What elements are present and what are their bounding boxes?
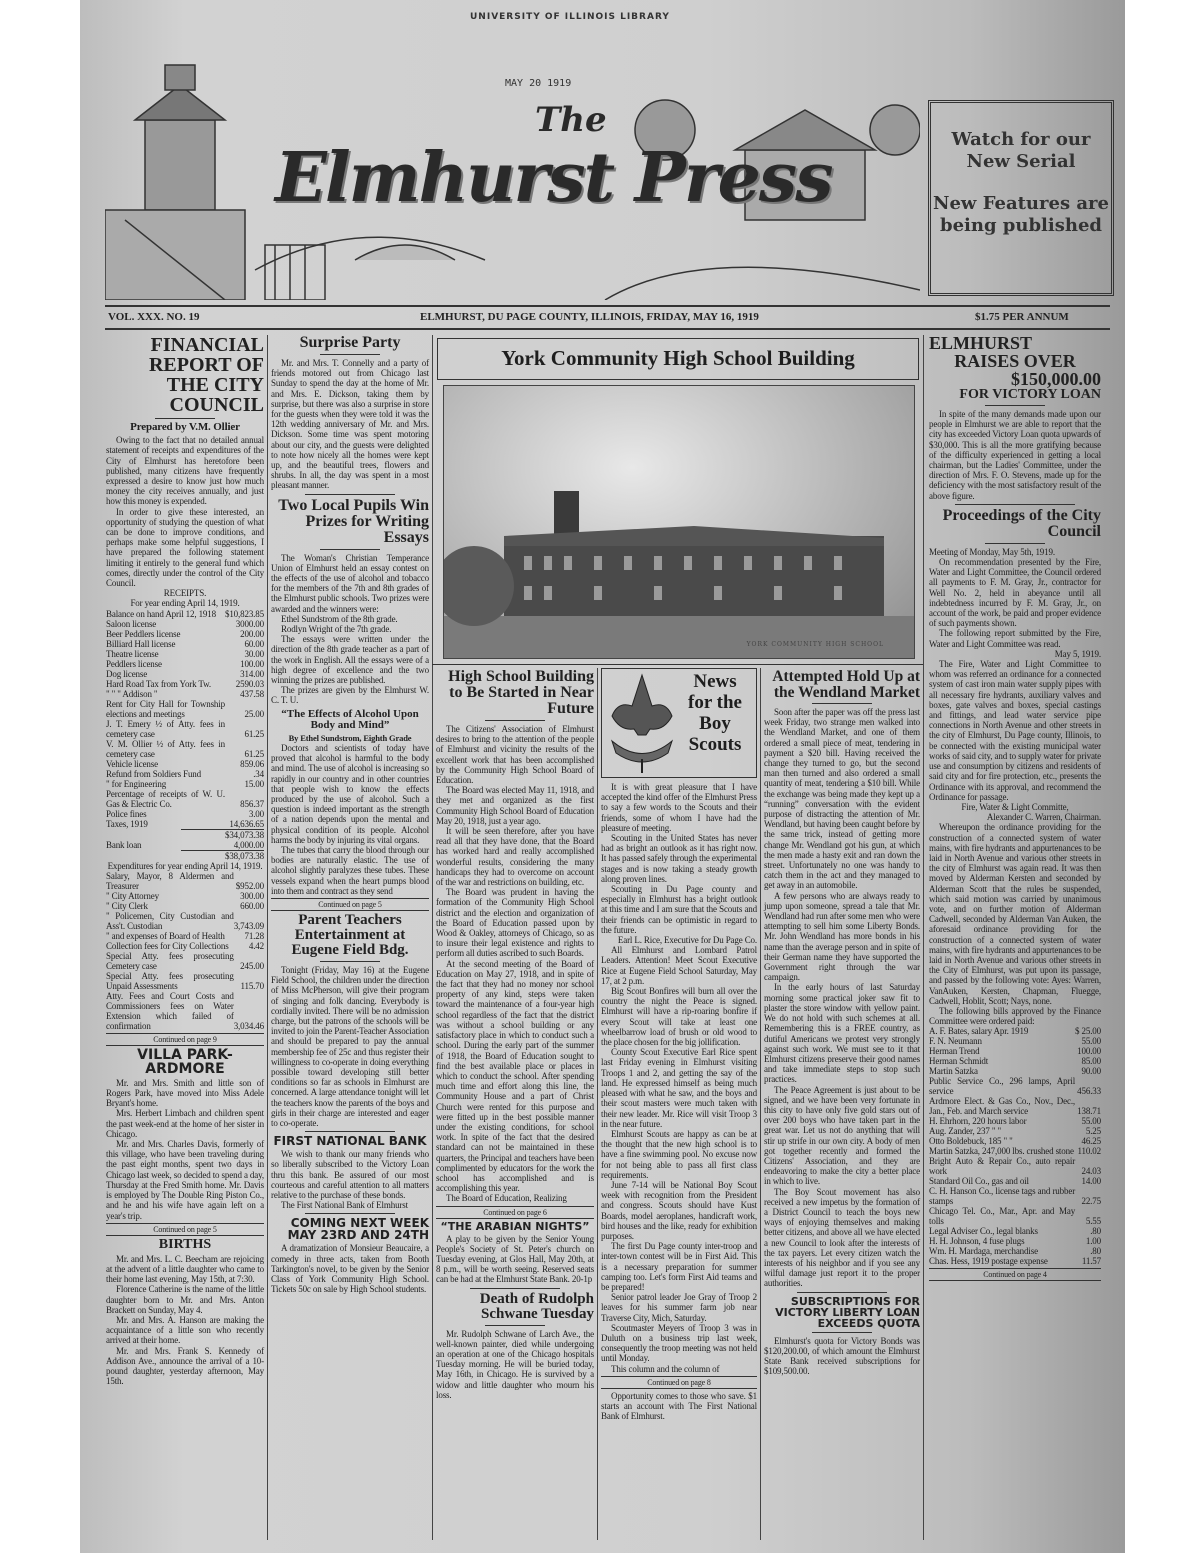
headline: Parent Teachers Entertainment at Eugene Field Bdg. [291,911,409,958]
paragraph: Tonight (Friday, May 16) at the Eugene Field School, the children under the direction of Miss McPherson, will give their program of singing and folk dancing. Everybody is cordially invited. There will be no admission charge, but the patrons of the schools will be invited to join the Parent-Teacher Association and should be prepared to pay the annual membership fee of 25c and thus register their willingness to co-operate in doing everything possible toward developing still better conditions so far as schools in Elmhurst are concerned. A large attendance tonight will let the teachers know the parents of the boys and girls in their charge are interested and eager to co-operate. [271,964,429,1128]
paragraph: Ethel Sundstrom of the 8th grade. [281,613,398,624]
ledger-amount: 60.00 [244,638,264,649]
surprise-party-article [271,335,429,491]
ledger-amount: 138.71 [1077,1106,1101,1117]
ledger-row [106,649,264,659]
receipts-title: RECEIPTS. [163,588,207,599]
ledger-item: " and expenses of Board of Health [106,930,225,941]
ledger-item: Chas. Hess, 1919 postage expense [929,1256,1048,1267]
paragraph: At the second meeting of the Board of Education on May 27, 1918, and in spite of the fact that they had no money nor school property of any kind, steps were taken toward the maintenance of a four-year high school regardless of the fact that the district was without a school building or any satisfactory place in which to conduct such a school. During the early part of the summer of 1918, the Board of Education sought to find the best available place or places in which to conduct the school. After spending much time and effort along this line, the Community House and a part of Christ Church were rented for this purpose and were fitted up in the best possible manner under the existing conditions, for school work. In spite of the fact that the desired standard can not be maintained in these quarters, the Principal and teachers have been complimented by educators for the work the school has accomplished and is accomplishing this year. [436,958,594,1194]
headline: FIRST NATIONAL BANK [273,1134,427,1149]
headline: Proceedings of the City Council [942,506,1101,540]
ledger-item: Martin Satzka [929,1066,978,1077]
ledger-amount: 55.00 [1081,1116,1101,1127]
fleur-de-lis-emblem-icon [606,671,678,775]
column-6 [929,334,1101,1283]
byline: Prepared by V.M. Ollier [130,421,240,433]
bank-ad: Opportunity comes to those who save. $1 starts an account with The First National Bank of Elmhurst. [601,1390,757,1422]
paragraph: A play to be given by the Senior Young People's Society of St. Peter's church on Tuesday evening, at Glos Hall, May 20th, at 8 p.m., will be worth seeing. Reserved seats can be had at the Elmhurst State Bank. 20-1p [436,1233,594,1285]
paragraph: The Board was prudent in having the formation of the Community High School district and the election and organization of the Board of Education passed upon by Wood & Oakley, attorneys of Chicago, so as to insure their legal existence and rights to perform all duties ascribed to such Boards. [436,887,594,959]
subscriptions-article [764,1296,920,1377]
local-pupils-article [271,498,429,706]
ledger-amount: $952.00 [235,880,264,891]
place-date: ELMHURST, DU PAGE COUNTY, ILLINOIS, FRIDAY, MAY 16, 1919 [420,311,759,323]
ledger-item: C. H. Hanson Co., license tags and rubber stamps [929,1186,1076,1207]
promo-serial: Watch for our New Serial [951,129,1091,172]
paragraph: The following report submitted by the Fire, Water and Light Committee was read. [929,628,1101,649]
ledger-item: Vehicle license [106,758,158,769]
paragraph: Elmhurst Scouts are happy as can be at the thought that the new high school is to have a fine swimming pool. No excuse now for not being able to pass all first class requirements. [601,1128,757,1180]
ledger-row [929,1246,1101,1256]
column-divider [760,668,761,1540]
ledger-row [929,1146,1101,1156]
ledger-amount: 3,743.09 [233,920,264,931]
report-date: May 5, 1919. [1054,648,1101,659]
ledger-amount: 46.25 [1081,1136,1101,1147]
ledger-row [929,1026,1101,1036]
ledger-amount: 24.03 [1081,1166,1101,1177]
ledger-row [106,779,264,789]
received-date-stamp: MAY 20 1919 [505,78,572,89]
ledger-amount: 4.42 [248,940,264,951]
headline: RAISES OVER [954,351,1076,371]
ledger-row [106,759,264,769]
ledger-item: " Policemen, City Custodian and Ass't. Custodian [106,910,234,931]
meeting-date: Meeting of Monday, May 5th, 1919. [929,546,1055,557]
ledger-row [106,991,264,1031]
receipts-period: For year ending April 14, 1919. [130,598,240,609]
ledger-amount: 15.00 [244,778,264,789]
headline: Attempted Hold Up at the Wendland Market [772,668,920,701]
ledger-item: Peddlers license [106,658,162,669]
ledger-row [929,1206,1101,1226]
paragraph: This column and the column of [611,1363,720,1374]
ledger-item: " City Clerk [106,900,148,911]
headline: ELMHURST [929,333,1033,353]
ledger-row [106,739,264,759]
ledger-item: F. N. Neumann [929,1036,982,1047]
ledger-row [929,1076,1101,1096]
column-divider [597,668,598,1540]
holdup-article [764,669,920,1289]
ledger-amount: 3000.00 [235,618,264,629]
headline: Surprise Party [299,334,401,351]
ledger-item: Chicago Tel. Co., Mar., Apr. and May tolls [929,1206,1076,1227]
ledger-amount: 437.58 [240,688,264,699]
paragraph: Whereupon the ordinance providing for the construction of a connected system of water mains, with fire hydrants and appurtenances to be laid in North Avenue and various other streets in the city of Elmhurst was again read. It was then moved by Alderman Kersten and seconded by Alderman Scott that the rules be suspended, which said motion was carried by unanimous vote, and on further motion of Alderman Cadwell, seconded by Alderman Van Auken, the aforesaid ordinance providing for the construction of a connected system of water mains, with fire hydrants and appurtenances to be laid in North Avenue and various other streets in the City of Elmhurst, was put upon its passage, and passed by the following vote: Ayes: Warren, VanAuken, Kersten, Chapman, Fluegge, Cadwell, Hoblit, Scott; Nays, none. [929,822,1101,1006]
ledger-amount: .80 [1090,1246,1101,1257]
ledger-item: Bright Auto & Repair Co., auto repair work [929,1156,1076,1177]
ledger-amount: 456.33 [1077,1086,1101,1097]
ledger-row [106,659,264,669]
ledger-amount: $10,823.85 [224,608,264,619]
ledger-item: Herman Schmidt [929,1056,989,1067]
paragraph: A few persons who are always ready to jump upon someone, spread a tale that Mr. Wendland had run after some men who were attempting to sell him some Liberty Bonds. Mr. John Wendland has more bonds in his name than the average person and in spite of their German name they have supported the Government right through the war campaign. [764,890,920,983]
coming-next-week-article [271,1217,429,1294]
paragraph: The essays were written under the direction of the 8th grade teacher as a part of the work in English. All the essays were of a high degree of excellence and the two winning the prizes are published. [271,634,429,686]
ledger-item: Rent for City Hall for Township elections and meetings [106,698,225,719]
receipts-totals [106,829,264,861]
headline: “THE ARABIAN NIGHTS” [440,1219,590,1233]
ledger-item: " for Engineering [106,778,167,789]
villa-park-article [106,1048,264,1236]
ledger-row [106,639,264,649]
ledger-item: Ardmore Elect. & Gas Co., Nov., Dec., Jan., Feb. and March service [929,1096,1076,1117]
column-divider [267,335,268,1540]
ledger-item: Police fines [106,808,147,819]
column-2 [271,334,429,1294]
column-divider [432,335,433,1540]
paragraph: We wish to thank our many friends who so liberally subscribed to the Victory Loan thru this bank. Be assured of our most courteous and careful attention to all matters relative to the purchase of these bonds. [271,1149,429,1200]
headline: High School Building to Be Started in Near Future [448,668,594,717]
paragraph: Elmhurst's quota for Victory Bonds was $120,200.00, of which amount the Elmhurst State Bank received subscriptions for $109,500.00. [764,1335,920,1377]
parent-teachers-article [271,913,429,1128]
paragraph: The following bills approved by the Finance Committee were ordered paid: [929,1005,1101,1027]
ledger-row [929,1046,1101,1056]
continued-note: Continued on page 5 [271,898,429,911]
ledger-item: Saloon license [106,618,157,629]
ledger-amount: 660.00 [240,900,264,911]
headline: SUBSCRIPTIONS FOR VICTORY LIBERTY LOAN EXCEEDS QUOTA [775,1294,920,1330]
ledger-row [929,1116,1101,1126]
paragraph: County Scout Executive Earl Rice spent last Friday evening in Elmhurst visiting Troops 1 and 2, and getting the say of the land. He expressed himself as being much pleased with what he saw, and the boys and their scout masters were much taken with their new leader. Mr. Rice will visit Troop 3 in the near future. [601,1047,757,1129]
ledger-item: H. H. Johnson, 4 fuse plugs [929,1236,1025,1247]
column-4 [601,668,757,1421]
ledger-row [929,1156,1101,1176]
boy-scouts-box [601,668,757,778]
paragraph: The Fire, Water and Light Committee to whom was referred an ordinance for a connected system of cast iron main water supply pipes with all necessary fire hydrants, auxiliary valves and boxes, gate valves and boxes, special castings and fittings, and lead water service pipe connections in North Avenue and other streets in the city of Elmhurst, Du Page county, Illinois, to be connected with the existing municipal water works of said city, and to supply water for private use and consumption by citizens and residents of said city and for fire protection, etc., presents the Ordinance with its approval, and recommend the Ordinance for passage. [929,659,1101,802]
ledger-row [106,971,264,991]
signature: The First National Bank of Elmhurst [281,1200,408,1211]
rule [432,664,923,665]
continued-note: Continued on page 4 [929,1268,1101,1281]
alcohol-essay-article [271,709,429,911]
ledger-amount: 71.28 [244,930,264,941]
proceedings-article [929,508,1101,1282]
column-1 [106,334,264,1386]
masthead-the: The [535,100,607,140]
ledger-row [106,951,264,971]
headline: “The Effects of Alcohol Upon Body and Mind” [281,707,419,731]
paragraph: June 7-14 will be National Boy Scout week with recognition from the President and congress. Scouts should have Kust Boards, model aeroplanes, handicraft work, bird houses and the like, ready for exhibition purposes. [601,1179,757,1241]
ledger-item: V. M. Ollier ½ of Atty. fees in cemetery case [106,738,225,759]
paragraph: Rodlyn Wright of the 7th grade. [281,624,392,635]
ledger-row [106,789,264,809]
paragraph: The tubes that carry the blood through our bodies are naturally elastic. The use of alcohol slightly paralyzes these tubes. These vessels expand when the heart pumps blood into them and contract as they send [271,844,429,896]
births-article [106,1238,264,1387]
paragraph: Senior patrol leader Joe Gray of Troop 2 leaves for his summer farm job near Traverse City, Mich, Saturday. [601,1292,757,1323]
paragraph: Mr. and Mrs. L. C. Beecham are rejoicing at the advent of a little daughter who came to their home last evening, May 15th, at 7:30. [106,1253,264,1285]
promo-box [928,100,1114,296]
ledger-row [929,1236,1101,1246]
bills-table [929,1026,1101,1266]
ledger-amount: 100.00 [240,658,264,669]
paragraph: On recommendation presented by the Fire, Water and Light Committee, the Council ordered all payments to F. M. Gray, Jr., contractor for Well No. 2, held in abeyance until all indebtedness incurred by F. M. Gray, Jr., on account of the work, be paid and proper evidence of such payments shown. [929,557,1101,629]
receipts-table [106,609,264,829]
ledger-amount: .34 [253,768,264,779]
ledger-row [106,901,264,911]
paragraph: Mr. and Mrs. Smith and little son of Rogers Park, have moved into Miss Adele Bryant's home. [106,1077,264,1109]
ledger-row [929,1056,1101,1066]
headline: BIRTHS [158,1236,212,1252]
ledger-row [929,1126,1101,1136]
ledger-item: Theatre license [106,648,159,659]
headline: Death of Rudolph Schwane Tuesday [479,1290,594,1322]
ledger-amount: 856.37 [240,798,264,809]
ledger-row [106,809,264,819]
headline: FOR VICTORY LOAN [959,387,1101,402]
ledger-amount: $ 25.00 [1075,1026,1101,1037]
ledger-row [106,609,264,619]
byline: By Ethel Sundstrom, Eighth Grade [288,732,412,743]
ledger-amount: 110.02 [1077,1146,1101,1157]
ledger-amount: 14,636.65 [229,818,264,829]
ledger-item: A. F. Bates, salary Apr. 1919 [929,1026,1029,1037]
school-building-photo [443,385,915,659]
paragraph: The Board of Education, Realizing [446,1193,567,1204]
financial-report-article [106,335,264,1046]
paragraph: Soon after the paper was off the press last week Friday, two strange men walked into the Wendland Market, and one of them ordered a small piece of meat, tendering in payment a $20 bill. Having received the change they turned to go, but the second man then turned and also ordered a small quantity of meat, tendering a $10 bill. While the exchange was being made they kept up a “running” conversation with the evident purpose of distracting the attention of Mr. Wendland, but having been caught before by the same trick, instead of getting more change Mr. Wendland got his gun, at which the men made a hasty exit and ran down the street. Unfortunately no one was handy to catch them in the act and they managed to get away in an automobile. [764,707,920,891]
subscription-price: $1.75 PER ANNUM [975,311,1069,323]
ledger-amount: 859.06 [240,758,264,769]
ledger-item: Wm. H. Mardaga, merchandise [929,1246,1038,1257]
ledger-amount: 25.00 [244,708,264,719]
paragraph: Scoutmaster Meyers of Troop 3 was in Duluth on a business trip last week, consequently the troop meeting was not held until Monday. [601,1322,757,1364]
bank-loan: 4,000.00 [233,839,264,850]
ledger-item: Public Service Co., 296 lamps, April service [929,1076,1076,1097]
ledger-row [929,1226,1101,1236]
promo-features: New Features are being published [933,193,1109,236]
paragraph: Mr. and Mrs. Charles Davis, formerly of this village, who have been traveling during the past eight months, spent two days in Chicago last week, so decided to spend a day, Thursday at the Fred Smith home. Mr. Davis is employed by The Double Ring Piston Co., and he and his wife have again left on a year's trip. [106,1139,264,1221]
ledger-amount: 314.00 [240,668,264,679]
ledger-row [106,769,264,779]
ledger-amount: 115.70 [240,980,264,991]
paragraph: Mr. Rudolph Schwane of Larch Ave., the well-known painter, died while undergoing an operation at one of the Chicago hospitals Tuesday morning. He will be buried today, May 16th, in Chicago. He is survived by a widow and little daughter who mourn his loss. [436,1328,594,1400]
headline: $150,000.00 [1011,369,1101,389]
ledger-item: Atty. Fees and Court Costs and Commissioners fees on Water Extension which failed of confirmation [106,990,234,1031]
total: $38,073.38 [181,850,264,861]
ledger-amount: 5.25 [1085,1126,1101,1137]
ledger-amount: 22.75 [1081,1196,1101,1207]
high-school-building-article [436,669,594,1219]
ledger-row [929,1096,1101,1116]
ledger-row [106,891,264,901]
paragraph: In spite of the many demands made upon our people in Elmhurst we are able to report that the city has exceeded Victory Loan quota upwards of $30,000. This is all the more gratifying because of the difficulty experienced in getting a local chairman, but the Ladies' Committee, under the direction of Mrs. F. O. Stevens, made up for the deficiency with the most satisfactory result of the above figure. [929,409,1101,501]
ledger-amount: 85.00 [1081,1056,1101,1067]
signature: Fire, Water & Light Committe, [961,801,1069,812]
ledger-item: Legal Adviser Co., legal blanks [929,1226,1038,1237]
ledger-item: Special Atty. fees prosecuting Unpaid Assessments [106,970,234,991]
paragraph: The prizes are given by the Elmhurst W. C. T. U. [271,685,429,706]
ledger-item: J. T. Emery ½ of Atty. fees in cemetery case [106,718,225,739]
paragraph: Mr. and Mrs. Frank S. Kennedy of Addison Ave., announce the arrival of a 10-pound daughter, yesterday afternoon, May 15th. [106,1345,264,1387]
ledger-row [929,1136,1101,1146]
masthead [105,60,920,300]
ledger-item: " " " Addison " [106,688,158,699]
ledger-item: Standard Oil Co., gas and oil [929,1176,1029,1187]
ledger-row [106,699,264,719]
york-headline: York Community High School Building [437,338,919,380]
ledger-amount: 2590.03 [235,678,264,689]
ledger-item: Balance on hand April 12, 1918 [106,608,216,619]
ledger-item: Special Atty. fees prosecuting Cemetery case [106,950,234,971]
boy-scouts-article [601,668,757,1421]
ledger-row [106,689,264,699]
paragraph: The Woman's Christian Temperance Union of Elmhurst held an essay contest on the effects of the use of alcohol and tobacco for the members of the 7th and 8th grades of the Elmhurst public schools. Two prizes were awarded and the winners were: [271,552,429,614]
paragraph: Owing to the fact that no detailed annual statement of receipts and expenditures of the City of Elmhurst has heretofore been published, many citizens have frequently expressed a desire to know just how much money the city receives annually, and just how this money is expended. [106,435,264,507]
arabian-nights-article [436,1221,594,1285]
ledger-item: Dog license [106,668,148,679]
photo-caption: YORK COMMUNITY HIGH SCHOOL [746,641,884,648]
paragraph: A dramatization of Monsieur Beaucaire, a comedy in three acts, taken from Booth Tarkington's novel, to be given by the Senior Class of York Community High School. Tickets 50c on sale by High School students. [271,1243,429,1295]
ledger-row [929,1186,1101,1206]
ledger-amount: 245.00 [240,960,264,971]
headline: News for the Boy Scouts [688,671,742,755]
continued-note: Continued on page 6 [436,1206,594,1219]
rule [105,305,1110,307]
library-stamp: UNIVERSITY OF ILLINOIS LIBRARY [470,12,670,22]
ledger-item: Collection fees for City Collections [106,940,229,951]
ledger-amount: 30.00 [244,648,264,659]
ledger-amount: 55.00 [1081,1036,1101,1047]
paragraph: Doctors and scientists of today have proved that alcohol is harmful to the body and mind. The use of alcohol is increasing so rapidly in our country and in other countries that people wish to know the effects produced by the use of alcohol. Such a question is indeed important as the strength of a nation depends upon the mental and physical condition of its people. Alcohol harms the body by injuring its vital organs. [271,742,429,845]
ledger-row [106,819,264,829]
expenditures-table [106,871,264,1031]
victory-loan-article [929,334,1101,501]
column-divider [923,335,924,1540]
ledger-amount: 3,034.46 [233,1020,264,1031]
ledger-row [929,1256,1101,1266]
ledger-amount: 90.00 [1081,1066,1101,1077]
ledger-row [106,911,264,931]
paragraph: All Elmhurst and Lombard Patrol Leaders. Attention! Meet Scout Executive Rice at Eugene Field School Saturday, May 17, at 2 p.m. [601,945,757,986]
ledger-item: H. Ehrhorn, 220 hours labor [929,1116,1027,1127]
rule [105,328,1110,330]
subtotal: $34,073.38 [181,829,264,840]
headline: COMING NEXT WEEK MAY 23RD AND 24TH [287,1216,429,1243]
continued-note: Continued on page 9 [106,1033,264,1046]
ledger-amount: .80 [1090,1226,1101,1237]
signature: Alexander C. Warren, Chairman. [986,812,1101,823]
headline: VILLA PARK-ARDMORE [137,1046,233,1077]
ledger-row [106,941,264,951]
ledger-item: Martin Satzka, 247,000 lbs. crushed stone [929,1146,1074,1157]
ledger-item: " City Attorney [106,890,159,901]
paragraph: Florence Catherine is the name of the little daughter born to Mr. and Mrs. Anton Brackett on Sunday, May 4. [106,1284,264,1315]
school-building-illustration [444,386,914,658]
paragraph: Mrs. Herbert Limbach and children spent the past week-end at the home of her sister in Chicago. [106,1108,264,1139]
ledger-amount: 300.00 [240,890,264,901]
paragraph: In order to give these interested, an opportunity of studying the question of what can be done to improve conditions, and perhaps make some helpful suggestions, I have prepared the following statement limiting it entirely to the general fund which comes, directly under the control of the City Council. [106,506,264,589]
ledger-amount: 200.00 [240,628,264,639]
paragraph: The first Du Page county inter-troop and inter-town contest will be in First Aid. This is a necessary preparation for summer camping too. Let's form First Aid teams and be prepared! [601,1241,757,1292]
paragraph: Scouting in Du Page county and especially in Elmhurst has a bright outlook at this time and I am sure that the Scouts and their friends can be optimistic in regard to the future. [601,884,757,935]
paragraph: The Boy Scout movement has also received a new impetus by the formation of a District Council to teach the boys new ways of enjoying themselves and making better citizens, and above all we have elected a new Council to look after the interests of the tax payers. Let every citizen watch the interests of his neighbor and if you see any wilful damage just report it to the proper authorities. [764,1186,920,1289]
paragraph: The Board was elected May 11, 1918, and they met and organized as the first Community High School Board of Education May 20, 1918, just a year ago. [436,785,594,826]
ledger-row [106,931,264,941]
ledger-row [106,669,264,679]
ledger-item: Hard Road Tax from York Tw. [106,678,212,689]
paragraph: Big Scout Bonfires will burn all over the country the night the Peace is signed. Elmhurst will have a rip-roaring bonfire if every Scout will take at least one wheelbarrow load of brush or old wood to the place chosen for the big jollification. [601,986,757,1048]
newspaper-title: Elmhurst Press [275,138,832,218]
ledger-row [106,619,264,629]
column-5 [764,668,920,1376]
paragraph: In the early hours of last Saturday morning some practical joker saw fit to plaster the store window with yellow paint. We do not hold with such schemes at all. Remembering this is a FREE country, as dutiful Americans we protest very strongly against such work. We must see to it that Elmhurst citizens preserve their good names and take immediate steps to stop such practices. [764,982,920,1085]
paragraph: The Peace Agreement is just about to be signed, and we have been very fortunate in this city to have only five gold stars out of over 200 boys who have taken part in the great war. Let us not do anything that will stir up strife in our own city. A body of men got together recently and formed the Citizens' Association, and they are endeavoring to make the city a better place in which to live. [764,1084,920,1187]
ledger-item: Billiard Hall license [106,638,176,649]
ledger-item: Salary, Mayor, 8 Aldermen and Treasurer [106,870,234,891]
ledger-row [106,629,264,639]
ledger-amount: 61.25 [244,748,264,759]
ledger-amount: 5.55 [1085,1216,1101,1227]
ledger-amount: 61.25 [244,728,264,739]
ledger-amount: 3.00 [248,808,264,819]
ledger-amount: 14.00 [1081,1176,1101,1187]
ledger-row [106,871,264,891]
paragraph: Mr. and Mrs. A. Hanson are making the acquaintance of a little son who recently arrived at their home. [106,1314,264,1346]
expenditures-title: Expenditures for year ending April 14, 1919. [107,860,263,871]
column-3 [436,668,594,1400]
ledger-amount: 11.57 [1081,1256,1101,1267]
headline: Two Local Pupils Win Prizes for Writing Essays [278,496,429,546]
ledger-item: Otto Boldebuck, 185 " " [929,1136,1013,1147]
headline: FINANCIAL REPORT OF THE CITY COUNCIL [148,334,264,416]
ledger-amount: 100.00 [1077,1046,1101,1057]
paragraph: Mr. and Mrs. T. Connelly and a party of friends motored out from Chicago last Sunday to spend the day at the home of Mr. and Mrs. E. Dickson, taking them by surprise, but there was also a surprise in store for the guests when they were told it was the 12th wedding anniversary of Mr. and Mrs. Dickson. Some time was spent motoring about our city, and the guests were delighted to note how nicely all the homes were kept up, and the beautiful trees, flowers and shrubs. In all, the day was spent in a most pleasant manner. [271,358,429,491]
first-national-bank-notice [271,1135,429,1210]
ledger-row [106,719,264,739]
bank-loan-label: Bank loan [106,839,142,850]
signature: Earl L. Rice, Executive for Du Page Co. [617,935,757,946]
death-notice-article [436,1292,594,1400]
ledger-row [929,1036,1101,1046]
ledger-row [929,1066,1101,1076]
ledger-item: Percentage of receipts of W. U. Gas & Electric Co. [106,788,225,809]
ledger-item: Beer Peddlers license [106,628,181,639]
ledger-row [106,679,264,689]
ledger-amount: 1.00 [1085,1236,1101,1247]
paragraph: It is with great pleasure that I have accepted the kind offer of the Elmhurst Press to say a few words to the Scouts and their friends, some of whom I have had the pleasure of meeting. [601,782,757,833]
ledger-row [929,1176,1101,1186]
ledger-item: Taxes, 1919 [106,818,148,829]
continued-note: Continued on page 5 [106,1223,264,1236]
paragraph: It will be seen therefore, after you have read all that they have done, that the Board has worked hard and really accomplished wonderful results, considering the many handicaps they had to overcome on account of the war and restrictions on building, etc. [436,826,594,888]
paragraph: The Citizens' Association of Elmhurst desires to bring to the attention of the people of Elmhurst and vicinity the results of the excellent work that has been accomplished by the Community High School Board of Education. [436,724,594,786]
paragraph: Scouting in the United States has never had as bright an outlook as it has right now. It has passed safely through the experimental stages and is now taking a steady growth along proven lines. [601,833,757,884]
volume-number: VOL. XXX. NO. 19 [108,311,200,323]
ledger-item: Refund from Soldiers Fund [106,768,201,779]
ledger-item: Aug. Zander, 237 " " [929,1126,1001,1137]
continued-note: Continued on page 8 [601,1376,757,1389]
ledger-item: Herman Trend [929,1046,980,1057]
